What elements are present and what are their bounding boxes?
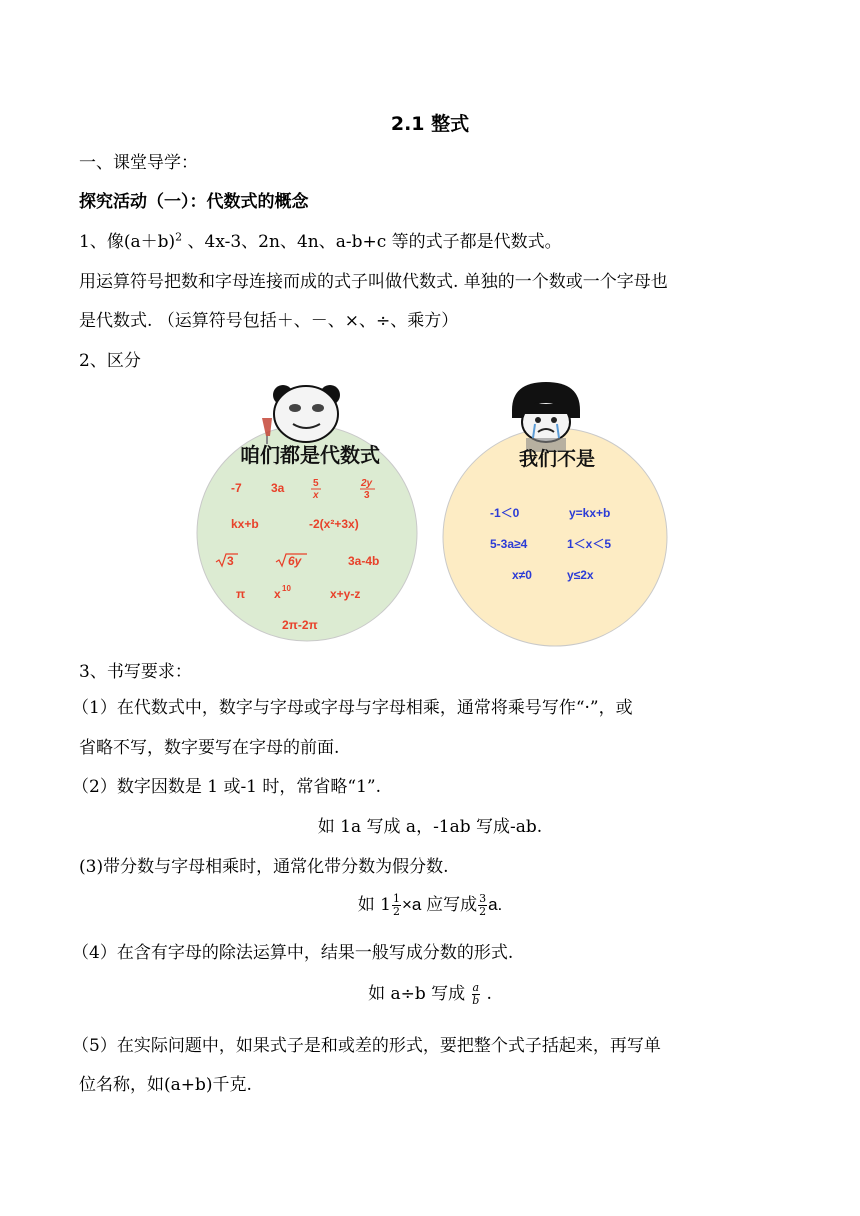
expr-sqrt-6y: 6y [288,554,302,568]
expr-2pi-minus-2pi: 2π-2π [282,618,318,632]
section-heading: 一、课堂导学： [79,153,198,173]
expr-3a-minus-4b: 3a-4b [348,554,380,568]
comparison-figure [0,378,860,648]
rule-3-example-mid: ×a 应写成 [401,895,478,914]
a-over-b-fraction [472,982,481,1007]
ineq-y-le-2x: y≤2x [567,568,594,582]
rule-5-line-1: （5）在实际问题中，如果式子是和或差的形式，要把整个式子括起来，再写单 [72,1036,661,1056]
writing-rules-heading: 3、书写要求： [79,662,192,682]
ineq-minus-1-lt-0: -1＜0 [490,506,520,520]
ineq-5-minus-3a-ge-4: 5-3a≥4 [490,537,528,551]
fraction-denominator: 2 [479,905,487,918]
rule-4: （4）在含有字母的除法运算中，结果一般写成分数的形式. [72,943,514,963]
expr-pi: π [236,587,246,601]
fraction-numerator: 1 [392,892,400,905]
ineq-x-ne-0: x≠0 [512,568,532,582]
expr-x10-base: x [274,587,281,601]
rule-1-line-2: 省略不写，数字要写在字母的前面. [79,738,340,758]
expr-minus-2-x2-plus-3x: -2(x²+3x) [309,517,359,531]
expr-2y-over-3-den: 3 [364,490,370,501]
fraction-numerator: 3 [479,892,487,905]
expr-5-over-x-den: x [313,490,319,501]
expr-2y-over-3-num: 2y [361,478,373,489]
rule-3-example-suffix: a. [488,895,503,914]
rule-1-line-1: （1）在代数式中，数字与字母或字母与字母相乘，通常将乘号写作“·”，或 [72,698,633,718]
paragraph-examples [79,231,562,253]
examples-prefix: 1、像(a＋b) [79,232,176,252]
left-title: 咱们都是代数式 [240,445,380,467]
rule-2-example: 如 1a 写成 a，-1ab 写成-ab. [317,817,543,837]
fraction-denominator: 2 [392,905,400,918]
expr-sqrt-3: 3 [227,554,234,568]
fraction-numerator: a [472,981,480,994]
definition-line-1: 用运算符号把数和字母连接而成的式子叫做代数式. 单独的一个数或一个字母也 [79,272,668,292]
rule-5-line-2: 位名称，如(a+b)千克. [79,1075,252,1095]
expr-kx-plus-b: kx+b [231,517,259,531]
examples-suffix: 、4x-3、2n、4n、a-b+c 等的式子都是代数式。 [182,232,562,252]
mixed-fraction-part [392,893,401,918]
eq-y-kx-b: y=kx+b [569,506,611,520]
definition-line-2: 是代数式. （运算符号包括＋、－、×、÷、乘方） [79,311,459,331]
expr-x10-exp: 10 [282,584,291,593]
fraction-denominator: b [472,994,480,1007]
distinguish-heading: 2、区分 [79,351,141,371]
rule-2: （2）数字因数是 1 或-1 时，常省略“1”. [72,777,382,797]
square-exponent: 2 [175,230,183,244]
rule-3-example-prefix: 如 1 [357,895,391,915]
page-title: 2.1 整式 [390,113,470,135]
rule-3: (3)带分数与字母相乘时，通常化带分数为假分数. [79,857,449,877]
expr-x-plus-y-minus-z: x+y-z [330,587,361,601]
right-title: 我们不是 [518,449,596,470]
rule-4-example-suffix: . [481,984,492,1004]
activity-heading: 探究活动（一）：代数式的概念 [79,192,309,212]
expr-3a: 3a [271,481,285,495]
rule-3-example [0,893,860,918]
expr-5-over-x-num: 5 [313,478,319,489]
improper-fraction [478,893,487,918]
rule-4-example [0,982,860,1007]
rule-4-example-prefix: 如 a÷b 写成 [368,984,471,1004]
ineq-1-lt-x-lt-5: 1＜x＜5 [567,537,612,551]
expr-minus-7: -7 [231,481,242,495]
